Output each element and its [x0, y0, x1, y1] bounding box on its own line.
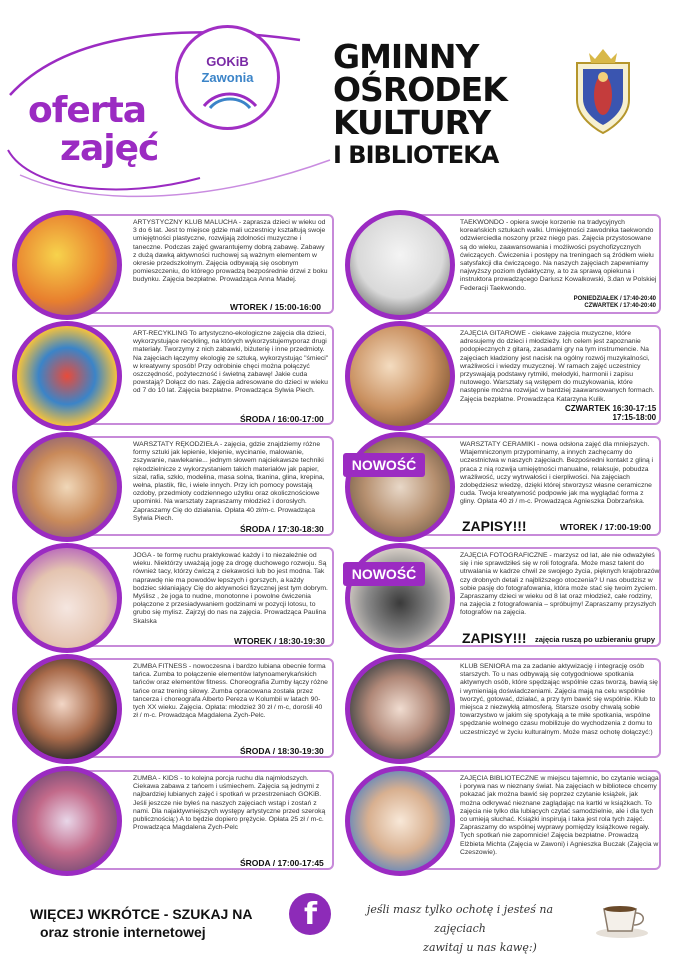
photo-yoga — [12, 543, 122, 653]
desc-taekwondo: TAEKWONDO - opiera swoje korzenie na tradycyjnych koreańskich sztukach walki. Umiejętności zawodnika taekwondo odzwierciedla noszony przez niego pas. Zajęcia przystosowane są do wieku, zaawansowania i możliwości psychofizycznych ćwiczących. Ćwiczenia i postępy na treningach są źródłem wielu satysfakcji dla ćwiczącego. Na naszych zajęciach zapewniamy najwyższy poziom dydaktyczny, a to za sprawą opiekuna i instruktora prowadzącego Dariusz Kowalkowski, 3.dan w Polskiej Federacji Taekwondo. — [460, 219, 657, 292]
title-line2: OŚRODEK — [333, 70, 507, 109]
photo-recycling — [12, 321, 122, 431]
offer-title — [28, 92, 158, 168]
footer-script — [340, 900, 580, 957]
desc-ceramika: WARSZTATY CERAMIKI - nowa odsłona zajęć dla mniejszych. Wtajemniczonym przypominamy, a innych zachęcamy do uczestnictwa w naszych zajęciach. Bezpośredni kontakt z gliną i praca z nią rozwija umiejętności manualne, relaksuje, pobudza wrażliwość, uczy wytrwałości i cierpliwości. Na zajęciach zdobędziesz wiedzę, dzięki której stworzysz własne ceramiczne cuda. Twoja kreatywność podpowie jak ma wyglądać forma z gliny. Opłata 40 zł / m-c. Prowadząca Agnieszka Dobrzańska. — [460, 441, 654, 506]
schedule-klub-malucha: WTOREK / 15:00-16:00 — [230, 302, 322, 312]
photo-library — [345, 766, 455, 876]
schedule-art-recykling: ŚRODA / 16:00-17:00 — [240, 414, 324, 424]
desc-klub-seniora: KLUB SENIORA ma za zadanie aktywizację i integrację osób starszych. To u nas odbywają się cotygodniowe spotkania aktywnych osób, które spędzając wspólnie czas tworzą, bawią się i wymieniają doświadczeniami. Zajęcia mają na celu wspólnie tworzyć, gotować, działać, a przy tym bawić się wspólnie. Klub to miejsca z niezwykłą atmosferą. Starsze osoby chwalą sobie towarzystwo w jakim się spotykają a te miłe spotkania, wspólne spędzanie wolnego czasu mobilizuje do wychodzenia z domu to uczestniczyć w życiu kulturalnym. Może masz ochotę dołączyć:) — [460, 663, 658, 736]
schedule-gitara-2: 17:15-18:00 — [612, 413, 657, 422]
title-line1: GMINNY — [333, 37, 479, 76]
desc-rekodzielo: WARSZTATY RĘKODZIEŁA - zajęcia, gdzie znajdziemy różne formy sztuki jak lepienie, klejenie, wycinanie, malowanie, zszywanie, nawlekanie... jednym słowem najciekawsze techniki rękodzielnicze z wykorzystaniem takich materiałów jak papier, sizal, rafia, szkło, modelina, masa solna, tkanina, glina, krepina, wełna, plastik, filc, i wiele innych. Przy ich pomocy powstają ozdoby, przedmioty codziennego użytku oraz okolicznościowe upominki. Na warsztaty zapraszamy młodzież i dorosłych. Zapraszamy Cię do działania. Opłata 40 zł/m-c. Prowadząca Sylwia Piech. — [133, 441, 325, 522]
schedule-gitara — [565, 404, 656, 422]
facebook-icon[interactable]: f — [289, 893, 331, 935]
new-badge-ceramika: NOWOŚĆ — [343, 453, 425, 477]
desc-klub-malucha: ARTYSTYCZNY KLUB MALUCHA - zaprasza dzieci w wieku od 3 do 6 lat. Jest to miejsce gdzie mali uczestnicy kształtują swoje umiejętności plastyczne, rozwijają zdolności muzyczne i taneczne. Podczas zajęć gwarantujemy dobrą zabawę. Zabawy z dużą dawką aktywności ruchowej są ważnym elementem w okresie przedszkolnym. Zajęcia odbywają się osobnym pomieszczeniu, do którego prowadzą bezpośrednie drzwi z boku budynku. Zajęcia bezpłatne. Prowadząca Anna Madej. — [133, 219, 328, 284]
logo-line2: Zawonia — [201, 70, 254, 85]
logo-waves-icon — [202, 86, 258, 110]
desc-gitara: ZAJĘCIA GITAROWE - ciekawe zajęcia muzyczne, które adresujemy do dzieci i młodzieży. Ich celem jest zapoznanie podopiecznych z gitarą, zasadami gry na tym instrumencie. Na zajęciach kładziony jest nacisk na ogólny rozwój muzykalności, wrażliwości i wiedzy muzycznej. W ramach zajęć uczestnicy przyswajają podstawy rytmiki, melodyki, harmonii i zapisu nutowego. Warsztaty są wstępem do muzykowania, które następnie można rozwijać w bardziej zaawansowanych formach. Zajęcia bezpłatne. Prowadząca Katarzyna Kulik. — [460, 330, 655, 403]
offer-line1: oferta — [28, 90, 147, 131]
footer-script-line2: zawitaj u nas kawę:) — [423, 941, 537, 954]
zapisy-fotografia: ZAPISY!!! — [462, 630, 527, 646]
zapisy-ceramika: ZAPISY!!! — [462, 518, 527, 534]
schedule-taekwondo-mon: PONIEDZIAŁEK / 17:40-20:40 — [573, 296, 656, 302]
institution-title — [333, 37, 507, 172]
photo-senior — [345, 654, 455, 764]
schedule-fotografia: zajęcia ruszą po uzbieraniu grupy — [535, 635, 656, 644]
footer-line1: WIĘCEJ WKRÓTCE - SZUKAJ NA — [30, 906, 253, 922]
schedule-rekodzielo: ŚRODA / 17:30-18:30 — [240, 524, 324, 534]
photo-ceramics — [345, 432, 455, 542]
desc-zumba-fitness: ZUMBA FITNESS - nowoczesna i bardzo lubiana obecnie forma tańca. Zumba to połączenie elementów latynoamerykańskich tańców oraz elementów fitness. Choreografia Zumby łączy różne tańce oraz trening siłowy. Zumba opracowana została przez tancerza i choreografa Alberto Pereza w Kolumbii w latach 90-tych XX wieku. Zajęcia. Opłata: młodzież 30 zł / m-c, dorośli 40 zł / m-c. Prowadząca Magdalena Zych-Pelc. — [133, 663, 328, 720]
schedule-taekwondo-thu: CZWARTEK / 17:40-20:40 — [584, 303, 656, 309]
desc-zumba-kids: ZUMBA - KIDS - to kolejna porcja ruchu dla najmłodszych. Ciekawa zabawa z tańcem i uśmiechem. Zajęcia są jednymi z najbardziej lubianych zajęć i spotkań w przestrzeniach GOKiB. Jeśli jeszcze nie byłeś na naszych zajęciach wstąp i zostań z nami. Dla najaktywniejszych występy artystyczne przed szeroką publicznością:) A to będzie dopiero prężycie. Opłata 25 zł / m-c. Prowadząca Magdalena Zych-Pelc — [133, 775, 326, 832]
photo-zumba-kids — [12, 766, 122, 876]
gokib-logo — [175, 25, 280, 130]
coat-of-arms-icon — [569, 45, 637, 137]
schedule-joga: WTOREK / 18:30-19:30 — [234, 636, 326, 646]
new-badge-fotografia: NOWOŚĆ — [343, 562, 425, 586]
footer-line2: oraz stronie internetowej — [40, 924, 206, 940]
schedule-taekwondo — [560, 296, 656, 310]
photo-guitar — [345, 321, 455, 431]
offer-line2: zajęć — [60, 128, 159, 169]
title-line3: KULTURY — [333, 103, 491, 142]
title-line4: I BIBLIOTEKA — [333, 141, 499, 169]
schedule-ceramika: WTOREK / 17:00-19:00 — [560, 522, 652, 532]
coffee-cup-icon — [592, 895, 652, 940]
schedule-gitara-1: CZWARTEK 16:30-17:15 — [565, 404, 657, 413]
schedule-zumba-fitness: ŚRODA / 18:30-19:30 — [240, 746, 324, 756]
desc-fotografia: ZAJĘCIA FOTOGRAFICZNE - marzysz od lat, ale nie odważyłeś się i nie sprawdziłeś się w roli fotografa. Może masz talent do utrwalania w kadrze chwil ze swojego życia, pięknych krajobrazów czy drobnych detali z najbliższego otoczenia? U nas obudzisz w sobie pasję do fotografowania, która może stać się twoim życiem. Zapraszamy dzieci w wieku od 8 lat oraz młodzież, całe rodziny, na zajęcia z fotografowania – spróbujmy! Zapraszamy przyszłych fotografów na zajęcia. — [460, 552, 660, 617]
logo-line1: GOKiB — [206, 54, 249, 69]
photo-camera — [345, 543, 455, 653]
footer-script-line1: jeśli masz tylko ochotę i jesteś na zajęciach — [366, 903, 554, 935]
footer-text — [30, 905, 252, 941]
desc-biblioteka: ZAJĘCIA BIBLIOTECZNE w miejscu tajemnic, bo czytanie wciąga i porywa nas w nieznany świat. Na zajęciach w bibliotece chcemy pokazać jak można bawić się poprzez czytanie książek, jak można odkrywać nieznane zaglądając na kartki w książkach. To zajęcia nie tylko dla lubiących czytać samodzielnie, ale i dla tych co umieją słuchać. Książki inspirują i taka jest rola tych zajęć. Zapraszamy do wspólnej wyprawy pomiędzy książkowe regały. Tych spotkań nie zapomnicie! Zajęcia bezpłatne. Prowadzą Elżbieta Michta (Zajęcia w Zawoni) i Agnieszka Buczak (Zajęcia w Czeszowie). — [460, 775, 659, 856]
desc-joga: JOGA - te formę ruchu praktykować każdy i to niezależnie od wieku. Niektórzy uważają jogę za drogę duchowego rozwoju. Są również tacy, którzy ćwiczą z ciekawości lub bo jest modna. Tak naprawdę nie ma powodów lepszych i gorszych, a każdy bodziec skłaniający Cię do aktywności fizycznej jest tym dobrym. Myślisz , że joga to nudne, monotonne i powolne ćwiczenia połączone z przesiadywaniem godzinami w pozycji lotosu, to grubo się mylisz. Zajrzyj do nas na zajęcia. Prowadząca Paulina Skalska — [133, 552, 328, 625]
photo-taekwondo — [345, 210, 455, 320]
photo-crayons — [12, 210, 122, 320]
schedule-zumba-kids: ŚRODA / 17:00-17:45 — [240, 858, 324, 868]
desc-art-recykling: ART-RECYKLING To artystyczno-ekologiczne zajęcia dla dzieci, wykorzystujące recykling, na których wykorzystujemyporaz drugi materiały. Tworzymy z nich zabawki, biżuterię i inne przedmioty. Na zajęciach łączymy ekologię ze sztuką, wykorzystując "śmieci" w kreatywny sposób! Przy odrobinie chęci można połączyć oszczędność, pożyteczność i świetną zabawę! Jakie cuda powstają? Dołącz do nas. Zajęcia adresowane do dzieci w wieku od 7 do 10 lat. Zajęcia bezpłatne. Prowadząca Sylwia Piech. — [133, 330, 329, 395]
photo-handcraft — [12, 432, 122, 542]
photo-zumba-fitness — [12, 654, 122, 764]
